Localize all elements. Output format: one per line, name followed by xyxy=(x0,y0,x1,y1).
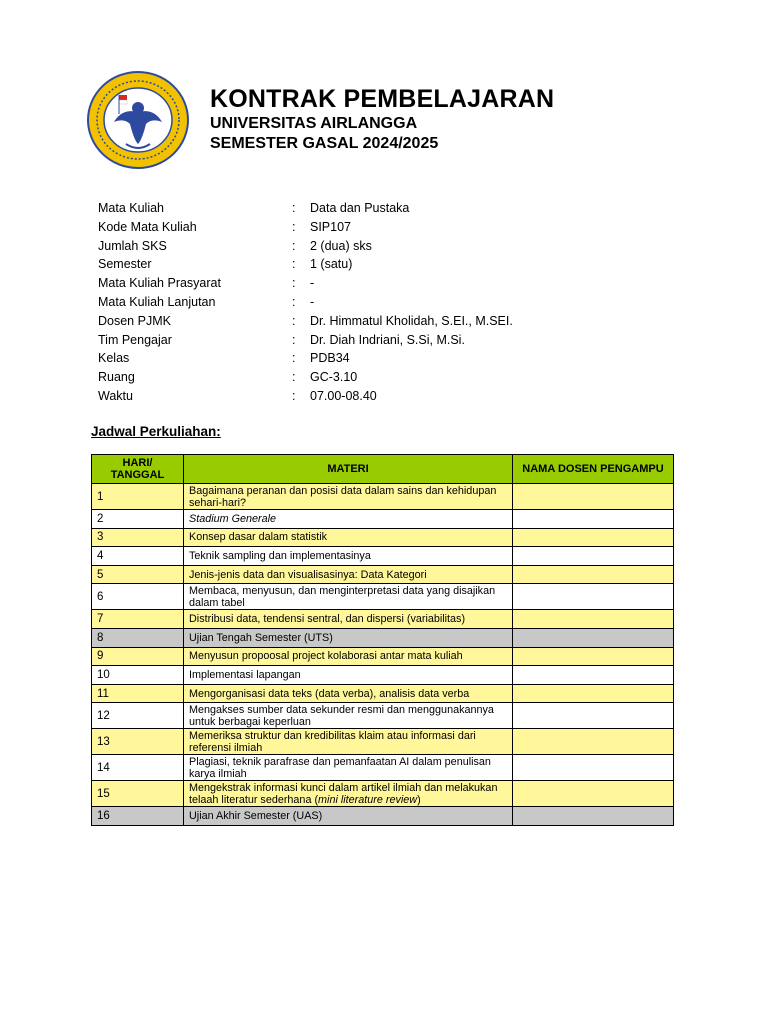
info-label: Mata Kuliah Prasyarat xyxy=(98,276,221,291)
day-cell: 13 xyxy=(92,729,184,755)
info-label: Dosen PJMK xyxy=(98,313,171,328)
info-value: - xyxy=(310,276,315,291)
table-row xyxy=(92,584,674,610)
day-cell: 10 xyxy=(92,666,184,685)
table-row xyxy=(92,547,674,566)
schedule-table xyxy=(91,454,674,826)
info-row xyxy=(98,368,658,387)
info-value: Dr. Diah Indriani, S.Si, M.Si. xyxy=(310,332,465,347)
day-cell: 6 xyxy=(92,584,184,610)
dosen-cell xyxy=(513,510,674,529)
dosen-cell xyxy=(513,484,674,510)
dosen-cell xyxy=(513,684,674,703)
info-value: 07.00-08.40 xyxy=(310,388,377,403)
info-label: Semester xyxy=(98,257,152,272)
table-row xyxy=(92,528,674,547)
info-value: 2 (dua) sks xyxy=(310,238,372,253)
materi-cell: Implementasi lapangan xyxy=(184,666,513,685)
info-row xyxy=(98,349,658,368)
day-cell: 8 xyxy=(92,628,184,647)
info-colon: : xyxy=(292,257,296,272)
materi-cell: Distribusi data, tendensi sentral, dan dispersi (variabilitas) xyxy=(184,610,513,629)
table-row xyxy=(92,807,674,826)
dosen-cell xyxy=(513,781,674,807)
info-row xyxy=(98,293,658,312)
semester-label: SEMESTER GASAL 2024/2025 xyxy=(210,135,439,152)
table-row xyxy=(92,647,674,666)
table-row xyxy=(92,684,674,703)
university-name: UNIVERSITAS AIRLANGGA xyxy=(210,115,418,132)
dosen-cell xyxy=(513,703,674,729)
table-row xyxy=(92,781,674,807)
document-title: KONTRAK PEMBELAJARAN xyxy=(210,85,555,113)
university-logo xyxy=(86,70,190,170)
dosen-cell xyxy=(513,807,674,826)
day-cell: 7 xyxy=(92,610,184,629)
info-value: PDB34 xyxy=(310,351,350,366)
day-cell: 5 xyxy=(92,565,184,584)
table-row xyxy=(92,755,674,781)
dosen-cell xyxy=(513,647,674,666)
day-cell: 15 xyxy=(92,781,184,807)
info-row xyxy=(98,237,658,256)
info-colon: : xyxy=(292,313,296,328)
header-materi: MATERI xyxy=(184,455,513,484)
info-value: Data dan Pustaka xyxy=(310,201,410,215)
table-row xyxy=(92,628,674,647)
info-value: - xyxy=(310,294,315,309)
day-cell: 2 xyxy=(92,510,184,529)
dosen-cell xyxy=(513,547,674,566)
info-value: GC-3.10 xyxy=(310,370,358,385)
info-label: Ruang xyxy=(98,370,135,385)
info-colon: : xyxy=(292,238,296,253)
day-cell: 3 xyxy=(92,528,184,547)
table-row xyxy=(92,510,674,529)
materi-cell: Jenis-jenis data dan visualisasinya: Data Kategori xyxy=(184,565,513,584)
info-colon: : xyxy=(292,370,296,385)
materi-tail-text: ) xyxy=(417,793,421,806)
materi-cell: Bagaimana peranan dan posisi data dalam sains dan kehidupan sehari-hari? xyxy=(184,484,513,510)
materi-italic-text: mini literature review xyxy=(318,793,418,806)
info-label: Kelas xyxy=(98,351,130,366)
info-row xyxy=(98,218,658,237)
info-value: SIP107 xyxy=(310,219,352,234)
info-label: Mata Kuliah Lanjutan xyxy=(98,294,216,309)
info-colon: : xyxy=(292,219,296,234)
materi-cell xyxy=(184,781,513,807)
info-label: Kode Mata Kuliah xyxy=(98,219,197,234)
table-row xyxy=(92,729,674,755)
dosen-cell xyxy=(513,528,674,547)
materi-cell: Membaca, menyusun, dan menginterpretasi data yang disajikan dalam tabel xyxy=(184,584,513,610)
header-dosen: NAMA DOSEN PENGAMPU xyxy=(513,455,674,484)
materi-cell: Konsep dasar dalam statistik xyxy=(184,528,513,547)
info-colon: : xyxy=(292,294,296,309)
info-value: Dr. Himmatul Kholidah, S.EI., M.SEI. xyxy=(310,313,513,328)
info-label: Jumlah SKS xyxy=(98,238,167,253)
info-label: Mata Kuliah xyxy=(98,201,165,215)
info-row xyxy=(98,274,658,293)
info-colon: : xyxy=(292,388,296,403)
day-cell: 12 xyxy=(92,703,184,729)
table-row xyxy=(92,703,674,729)
day-cell: 1 xyxy=(92,484,184,510)
info-row xyxy=(98,312,658,331)
dosen-cell xyxy=(513,610,674,629)
info-value: 1 (satu) xyxy=(310,257,353,272)
title-block xyxy=(210,84,554,154)
day-cell: 9 xyxy=(92,647,184,666)
info-row xyxy=(98,387,658,406)
materi-cell: Ujian Akhir Semester (UAS) xyxy=(184,807,513,826)
info-row xyxy=(98,199,658,218)
materi-cell: Mengakses sumber data sekunder resmi dan menggunakannya untuk berbagai keperluan xyxy=(184,703,513,729)
materi-cell: Memeriksa struktur dan kredibilitas klaim atau informasi dari referensi ilmiah xyxy=(184,729,513,755)
table-row xyxy=(92,610,674,629)
dosen-cell xyxy=(513,755,674,781)
info-colon: : xyxy=(292,201,296,215)
materi-cell: Menyusun propoosal project kolaborasi antar mata kuliah xyxy=(184,647,513,666)
info-colon: : xyxy=(292,276,296,291)
day-cell: 16 xyxy=(92,807,184,826)
materi-cell: Ujian Tengah Semester (UTS) xyxy=(184,628,513,647)
table-row xyxy=(92,484,674,510)
info-colon: : xyxy=(292,351,296,366)
day-cell: 11 xyxy=(92,684,184,703)
dosen-cell xyxy=(513,628,674,647)
info-label: Waktu xyxy=(98,388,133,403)
info-colon: : xyxy=(292,332,296,347)
day-cell: 4 xyxy=(92,547,184,566)
materi-text: Mengekstrak informasi kunci dalam artikel ilmiah dan melakukan telaah literatur sederhana ( xyxy=(189,781,498,806)
dosen-cell xyxy=(513,565,674,584)
header-day: HARI/ TANGGAL xyxy=(92,455,184,484)
info-row xyxy=(98,255,658,274)
info-row xyxy=(98,331,658,350)
info-label: Tim Pengajar xyxy=(98,332,172,347)
schedule-heading: Jadwal Perkuliahan: xyxy=(91,424,221,439)
course-info xyxy=(98,199,658,406)
dosen-cell xyxy=(513,729,674,755)
materi-cell: Mengorganisasi data teks (data verba), analisis data verba xyxy=(184,684,513,703)
materi-cell: Teknik sampling dan implementasinya xyxy=(184,547,513,566)
dosen-cell xyxy=(513,584,674,610)
materi-cell: Stadium Generale xyxy=(184,510,513,529)
dosen-cell xyxy=(513,666,674,685)
table-row xyxy=(92,565,674,584)
table-row xyxy=(92,666,674,685)
day-cell: 14 xyxy=(92,755,184,781)
materi-cell: Plagiasi, teknik parafrase dan pemanfaatan AI dalam penulisan karya ilmiah xyxy=(184,755,513,781)
